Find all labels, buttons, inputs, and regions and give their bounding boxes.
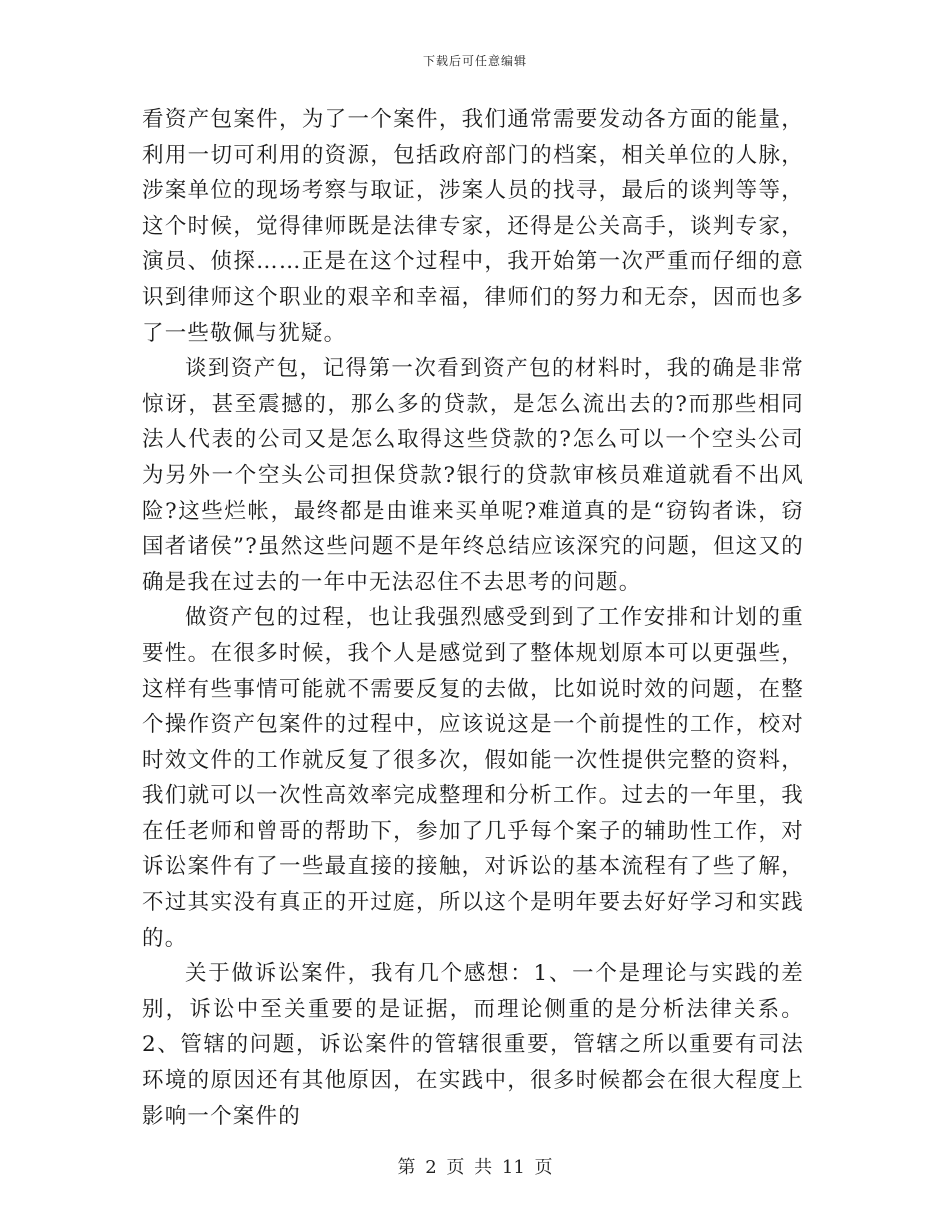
page-footer <box>0 1153 950 1179</box>
page-header-note: 下载后可任意编辑 <box>422 54 527 68</box>
paragraph-1: 看资产包案件，为了一个案件，我们通常需要发动各方面的能量，利用一切可利用的资源，包括政府部门的档案，相关单位的人脉，涉案单位的现场考察与取证，涉案人员的找寻，最后的谈判等等，这个时候，觉得律师既是法律专家，还得是公关高手，谈判专家，演员、侦探……正是在这个过程中，我开始第一次严重而仔细的意识到律师这个职业的艰辛和幸福，律师们的努力和无奈，因而也多了一些敬佩与犹疑。 <box>142 107 804 346</box>
paragraph-3: 做资产包的过程，也让我强烈感受到到了工作安排和计划的重要性。在很多时候，我个人是感觉到了整体规划原本可以更强些，这样有些事情可能就不需要反复的去做，比如说时效的问题，在整个操作资产包案件的过程中，应该说这是一个前提性的工作，校对时效文件的工作就反复了很多次，假如能一次性提供完整的资料，我们就可以一次性高效率完成整理和分析工作。过去的一年里，我在任老师和曾哥的帮助下，参加了几乎每个案子的辅助性工作，对诉讼案件有了一些最直接的接触，对诉讼的基本流程有了些了解，不过其实没有真正的开过庭，所以这个是明年要去好好学习和实践的。 <box>142 605 804 951</box>
footer-label-total: 共 <box>474 1157 493 1178</box>
paragraph-2: 谈到资产包，记得第一次看到资产包的材料时，我的确是非常惊讶，甚至震撼的，那么多的贷款，是怎么流出去的?而那些相同法人代表的公司又是怎么取得这些贷款的?怎么可以一个空头公司为另外一个空头公司担保贷款?银行的贷款审核员难道就看不出风险?这些烂帐，最终都是由谁来买单呢?难道真的是“窃钩者诛，窃国者诸侯”?虽然这些问题不是年终总结应该深究的问题，但这又的确是我在过去的一年中无法忍住不去思考的问题。 <box>142 356 804 595</box>
footer-total-pages: 11 <box>501 1157 525 1178</box>
document-body <box>142 102 804 1134</box>
footer-current-page: 2 <box>425 1157 437 1178</box>
paragraph-4: 关于做诉讼案件，我有几个感想：1、一个是理论与实践的差别，诉讼中至关重要的是证据，而理论侧重的是分析法律关系。2、管辖的问题，诉讼案件的管辖很重要，管辖之所以重要有司法环境的原因还有其他原因，在实践中，很多时候都会在很大程度上影响一个案件的 <box>142 961 804 1129</box>
footer-label-page: 第 <box>397 1157 416 1178</box>
footer-label-page-unit: 页 <box>446 1157 465 1178</box>
footer-label-total-unit: 页 <box>534 1157 553 1178</box>
